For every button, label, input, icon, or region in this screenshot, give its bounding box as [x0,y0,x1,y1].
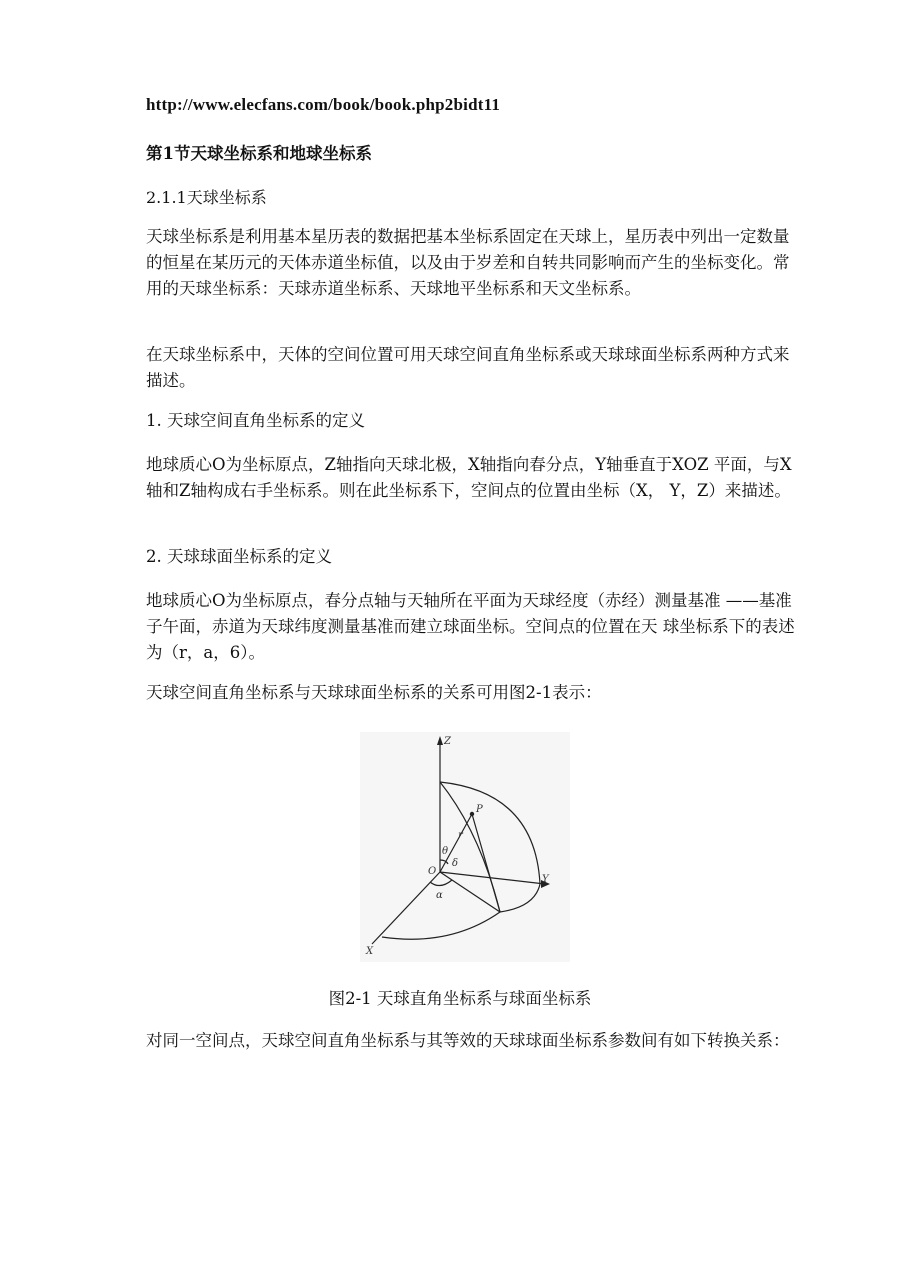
paragraph-description: 在天球坐标系中，天体的空间位置可用天球空间直角坐标系或天球球面坐标系两种方式来描述。 [146,345,790,390]
point-p-marker [470,812,474,816]
paragraph-spherical: 地球质心O为坐标原点，春分点轴与天轴所在平面为天球经度（赤经）测量基准 ——基准子午面，赤道为天球纬度测量基准而建立球面坐标。空间点的位置在天 球坐标系下的表述为（r，a，6）。 [146,591,795,662]
point-projection [472,814,500,912]
alpha-arc [430,880,452,886]
paragraph-cartesian: 地球质心O为坐标原点，Z轴指向天球北极，X轴指向春分点，Y轴垂直于XOZ 平面，与X轴和Z轴构成右手坐标系。则在此坐标系下，空间点的位置由坐标（X， Y，Z）来描述。 [146,455,792,500]
source-url: http://www.elecfans.com/book/book.php2bidt11 [146,95,501,114]
paragraph-conversion: 对同一空间点，天球空间直角坐标系与其等效的天球球面坐标系参数间有如下转换关系： [146,1031,790,1050]
heading-spherical-definition: 2. 天球球面坐标系的定义 [146,547,332,566]
z-axis-arrow [437,736,443,745]
label-point: P [476,804,483,815]
label-theta: θ [442,846,449,857]
label-z: Z [444,736,451,747]
label-alpha: α [436,890,443,901]
paragraph-figure-intro: 天球空间直角坐标系与天球球面坐标系的关系可用图2-1表示： [146,683,602,702]
coordinate-diagram-svg [360,732,570,962]
equator-arc-right [500,884,540,912]
figure-caption: 图2-1 天球直角坐标系与球面坐标系 [328,989,592,1008]
label-r: r [458,830,463,841]
subsection-title: 2.1.1天球坐标系 [146,188,267,207]
equator-arc [382,912,500,939]
section-title: 第1节天球坐标系和地球坐标系 [146,144,372,163]
figure-coordinate-diagram [360,732,570,962]
label-y: Y [542,874,549,885]
paragraph-intro: 天球坐标系是利用基本星历表的数据把基本坐标系固定在天球上，星历表中列出一定数量的恒星在某历元的天体赤道坐标值，以及由于岁差和自转共同影响而产生的坐标变化。常用的天球坐标系：天球赤道坐标系、天球地平坐标系和天文坐标系。 [146,227,790,298]
label-x: X [366,946,374,957]
x-axis [372,872,440,944]
label-origin: O [428,866,437,877]
label-delta: δ [452,858,459,869]
heading-cartesian-definition: 1. 天球空间直角坐标系的定义 [146,411,365,430]
